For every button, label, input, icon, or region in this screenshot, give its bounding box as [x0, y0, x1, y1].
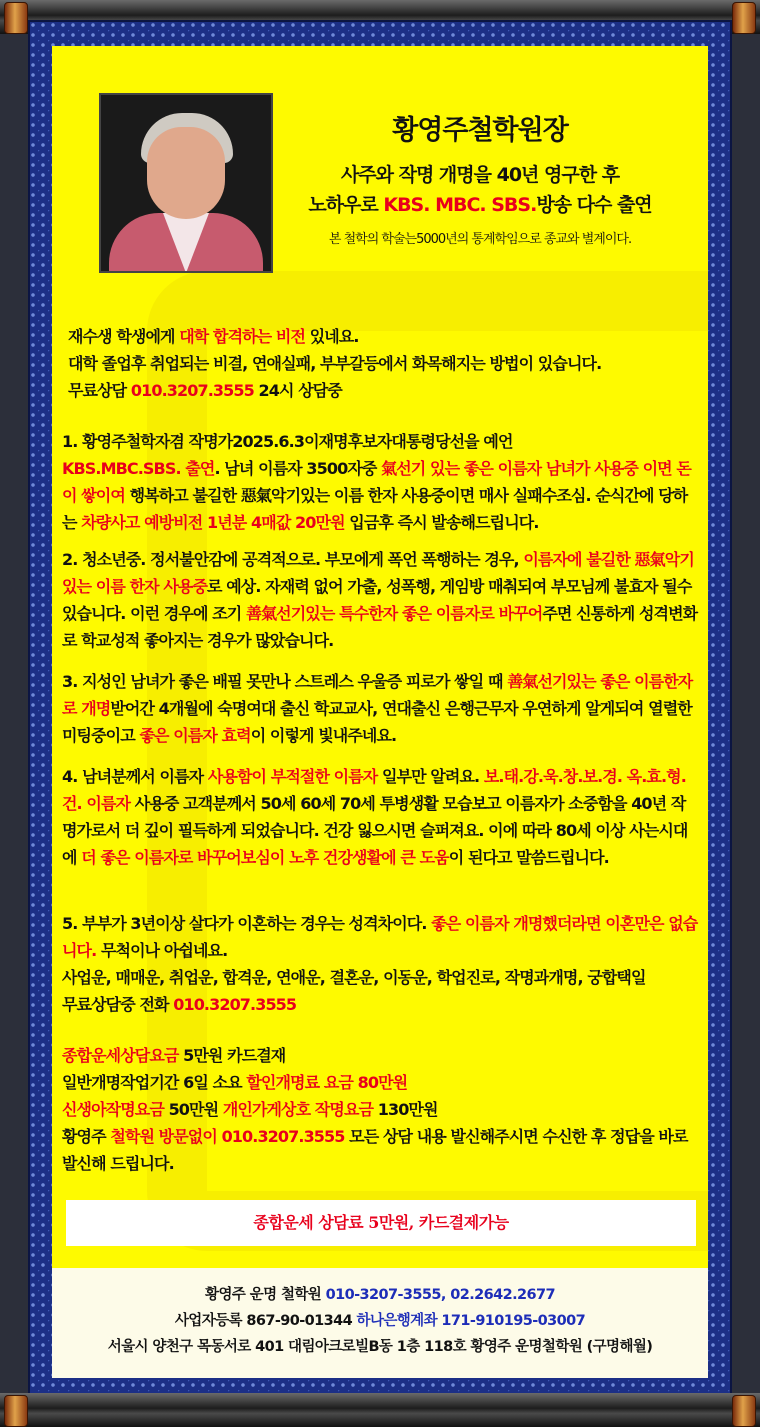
section-4: 4. 남녀분께서 이름자 사용함이 부적절한 이름자 일부만 알려요. 보.태.강.욱.창.보.경. 옥.효.형.건. 이름자 사용중 고객분께서 50세 60세 70세 투병생활 모습보고 이름자가 소중함을 40년 작명가로서 더 깊이 필득하게 되었습니다. 건강 잃으시면 슬퍼져요. 이에 따라 80세 이상 사는시대에 더 좋은 이름자로 바꾸어보심이 노후 건강생활에 큰 도움이 된다고 말씀드립니다.: [62, 767, 688, 867]
section-1: 1. 황영주철학자겸 작명가2025.6.3이재명후보자대통령당선을 예언 KBS.MBC.SBS. 출연. 남녀 이름자 3500자중 氣선기 있는 좋은 이름자 남녀가 사용중 이면 돈이 쌓이여 행복하고 불길한 惡氣악기있는 이름 한자 사용중이면 매사 실패수조심. 순식간에 당하는 차량사고 예방비전 1년분 4매값 20만원 입금후 즉시 발송해드립니다.: [62, 432, 691, 532]
page-title: 황영주철학원장: [392, 115, 568, 146]
rod-cap-left: [4, 1395, 28, 1427]
section-3: 3. 지성인 남녀가 좋은 배필 못만나 스트레스 우울증 피로가 쌓일 때 善氣선기있는 좋은 이름한자로 개명받어간 4개월에 숙명여대 출신 학교교사, 연대출신 은행근무자 우연하게 알게되여 열렬한 미팅중이고 좋은 이름자 효력이 이렇게 빛내주네요.: [62, 672, 693, 745]
rod-cap-right: [732, 2, 756, 34]
rod-cap-right: [732, 1395, 756, 1427]
intro-block: 재수생 학생에게 대학 합격하는 비전 있네요. 대학 졸업후 취업되는 비결, 연애실패, 부부갈등에서 화목해지는 방법이 있습니다. 무료상담 010.3207.3555 24시 상담중: [68, 327, 602, 400]
footer: [52, 1268, 708, 1378]
footer-address: 서울시 양천구 목동서로 401 대림아크로빌B동 1층 118호 황영주 운명철학원 (구명해월): [107, 1339, 653, 1355]
fees-block: 종합운세상담요금 5만원 카드결재 일반개명작업기간 6일 소요 할인개명료 요금 80만원 신생아작명요금 50만원 개인가게상호 작명요금 130만원 황영주 철학원 방문없이 010.3207.3555 모든 상담 내용 발신해주시면 수신한 후 정답을 바로 발신해 드립니다.: [62, 1046, 688, 1173]
rod-cap-left: [4, 2, 28, 34]
section-5: 5. 부부가 3년이상 살다가 이혼하는 경우는 성격차이다. 좋은 이름자 개명했더라면 이혼만은 없습니다. 무척이나 아쉽네요. 사업운, 매매운, 취업운, 합격운, 연애운, 결혼운, 이동운, 학업진로, 작명과개명, 궁합택일 무료상담중 전화 010.3207.3555: [62, 914, 698, 1014]
section-2: 2. 청소년중. 정서불안감에 공격적으로. 부모에게 폭언 폭행하는 경우, 이름자에 불길한 惡氣악기있는 이름 한자 사용중로 예상. 자재력 없어 가출, 성폭행, 게임방 매춰되여 부모님께 불효자 될수 있습니다. 이런 경우에 조기 善氣선기있는 특수한자 좋은 이름자로 바꾸어주면 신통하게 성격변화로 학교성적 좋아지는 경우가 많았습니다.: [62, 550, 698, 650]
scroll-rod-bottom: [0, 1393, 760, 1427]
fee-banner: 종합운세 상담료 5만원, 카드결제가능: [66, 1200, 696, 1246]
subtitle-3: 본 철학의 학술는5000년의 통계학임으로 종교와 별계이다.: [328, 232, 632, 247]
footer-line-2: 사업자등록 867-90-01344 하나은행계좌 171-910195-03007: [174, 1313, 586, 1329]
subtitle-1: 사주와 작명 개명을 40년 영구한 후: [340, 164, 620, 186]
footer-line-1: 황영주 운명 철학원 010-3207-3555, 02.2642.2677: [205, 1287, 555, 1303]
subtitle-2: 노하우로 KBS. MBC. SBS.방송 다수 출연: [308, 194, 652, 216]
portrait-photo: [99, 93, 273, 273]
